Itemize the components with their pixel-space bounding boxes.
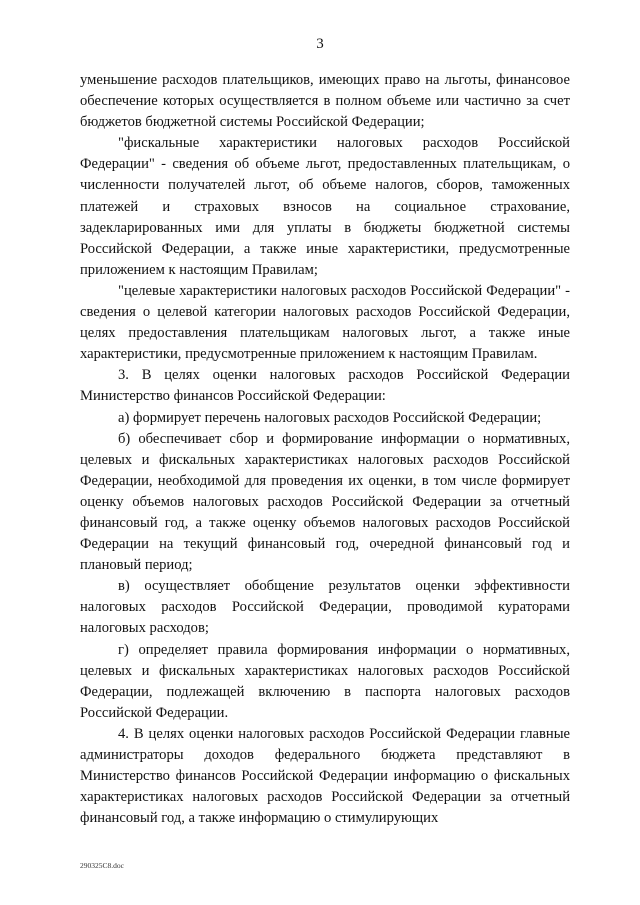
paragraph-fiscal-characteristics: "фискальные характеристики налоговых расходов Российской Федерации" - сведения об объеме льгот, предоставленных плательщикам, о численности получателей льгот, об объеме налогов, сборов, таможенных платежей и страховых взносов на социальное страхование, задекларированных ими для уплаты в бюджеты бюджетной системы Российской Федерации, а также иные характеристики, предусмотренные приложением к настоящим Правилам;	[80, 135, 570, 278]
paragraph-target-characteristics: "целевые характеристики налоговых расходов Российской Федерации" - сведения о целевой категории налоговых расходов Российской Федерации, целях предоставления плательщикам налоговых льгот, а также иные характеристики, предусмотренные приложением к настоящим Правилам.	[80, 282, 570, 363]
paragraph-item-3g: г) определяет правила формирования информации о нормативных, целевых и фискальных характеристиках налоговых расходов Российской Федерации, подлежащей включению в паспорта налоговых расходов Российской Федерации.	[80, 641, 570, 721]
paragraph-item-3: 3. В целях оценки налоговых расходов Российской Федерации Министерство финансов Российской Федерации:	[80, 367, 570, 405]
paragraph-item-3a: а) формирует перечень налоговых расходов Российской Федерации;	[118, 409, 542, 426]
paragraph-continuation: уменьшение расходов плательщиков, имеющих право на льготы, финансовое обеспечение которых осуществляется в полном объеме или частично за счет бюджетов бюджетной системы Российской Федерации;	[80, 72, 570, 131]
footer-filename: 290325С8.doc	[80, 861, 124, 870]
paragraph-item-4: 4. В целях оценки налоговых расходов Российской Федерации главные администраторы доходов федерального бюджета представляют в Министерство финансов Российской Федерации информацию о фискальных характеристиках налоговых расходов Российской Федерации за отчетный финансовый год, а также информацию о стимулирующих	[80, 725, 570, 827]
document-body	[80, 70, 570, 829]
paragraph-item-3v: в) осуществляет обобщение результатов оценки эффективности налоговых расходов Российской Федерации, проводимой кураторами налоговых расходов;	[80, 578, 570, 637]
page-number: 3	[316, 36, 324, 52]
paragraph-item-3b: б) обеспечивает сбор и формирование информации о нормативных, целевых и фискальных характеристиках налоговых расходов Российской Федерации, необходимой для проведения их оценки, в том числе формирует оценку объемов налоговых расходов Российской Федерации за отчетный финансовый год, а также оценку объемов налоговых расходов Российской Федерации на текущий финансовый год, очередной финансовый год и плановый период;	[80, 430, 570, 574]
